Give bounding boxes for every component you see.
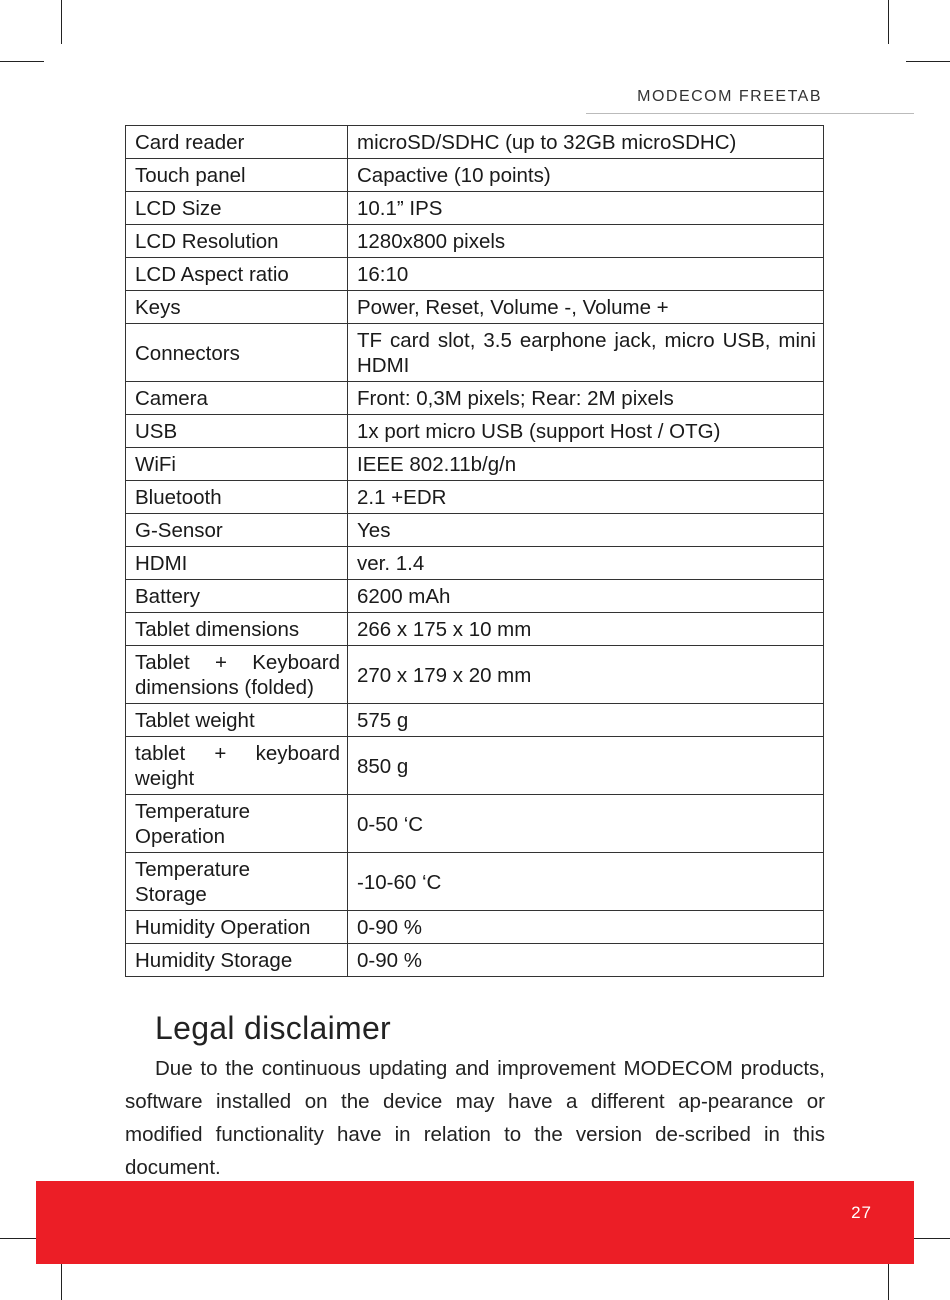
- table-row: [126, 192, 824, 225]
- crop-mark: [906, 61, 950, 62]
- crop-mark: [888, 0, 889, 44]
- table-row: [126, 547, 824, 580]
- legal-disclaimer-text: [125, 1052, 825, 1184]
- table-row: [126, 944, 824, 977]
- table-row: [126, 613, 824, 646]
- table-row: [126, 580, 824, 613]
- spec-label: HDMI: [126, 547, 348, 580]
- table-row: [126, 481, 824, 514]
- spec-value: 850 g: [348, 737, 824, 795]
- table-row: [126, 258, 824, 291]
- spec-value: Capactive (10 points): [348, 159, 824, 192]
- spec-value: 2.1 +EDR: [348, 481, 824, 514]
- header-divider: [586, 113, 914, 114]
- spec-value: 16:10: [348, 258, 824, 291]
- spec-value: microSD/SDHC (up to 32GB microSDHC): [348, 126, 824, 159]
- table-row: [126, 382, 824, 415]
- specifications-table: [125, 125, 824, 977]
- spec-value: 10.1” IPS: [348, 192, 824, 225]
- table-row: [126, 448, 824, 481]
- table-row: [126, 646, 824, 704]
- spec-label: USB: [126, 415, 348, 448]
- spec-value: -10-60 ‘C: [348, 853, 824, 911]
- spec-label: LCD Size: [126, 192, 348, 225]
- footer-bar: [36, 1181, 914, 1264]
- table-row: [126, 415, 824, 448]
- table-row: [126, 853, 824, 911]
- spec-value: 6200 mAh: [348, 580, 824, 613]
- spec-value: 0-90 %: [348, 944, 824, 977]
- spec-label: Temperature Operation: [126, 795, 348, 853]
- spec-value: 0-50 ‘C: [348, 795, 824, 853]
- spec-label: Keys: [126, 291, 348, 324]
- crop-mark: [0, 61, 44, 62]
- spec-value: Front: 0,3M pixels; Rear: 2M pixels: [348, 382, 824, 415]
- spec-label: Tablet + Keyboard dimensions (folded): [126, 646, 348, 704]
- spec-value: Yes: [348, 514, 824, 547]
- spec-value: 1280x800 pixels: [348, 225, 824, 258]
- spec-label: Temperature Storage: [126, 853, 348, 911]
- spec-label: Camera: [126, 382, 348, 415]
- spec-value: 0-90 %: [348, 911, 824, 944]
- spec-value: Power, Reset, Volume -, Volume +: [348, 291, 824, 324]
- spec-label: LCD Resolution: [126, 225, 348, 258]
- spec-label: Humidity Storage: [126, 944, 348, 977]
- spec-value: ver. 1.4: [348, 547, 824, 580]
- spec-label: G-Sensor: [126, 514, 348, 547]
- table-row: [126, 514, 824, 547]
- table-row: [126, 291, 824, 324]
- table-row: [126, 911, 824, 944]
- spec-value: 270 x 179 x 20 mm: [348, 646, 824, 704]
- table-row: [126, 324, 824, 382]
- spec-label: Card reader: [126, 126, 348, 159]
- spec-label: Connectors: [126, 324, 348, 382]
- spec-value: 575 g: [348, 704, 824, 737]
- spec-label: LCD Aspect ratio: [126, 258, 348, 291]
- spec-label: Tablet weight: [126, 704, 348, 737]
- spec-value: TF card slot, 3.5 earphone jack, micro USB, mini HDMI: [348, 324, 824, 382]
- table-row: [126, 795, 824, 853]
- table-row: [126, 126, 824, 159]
- legal-disclaimer-body: Due to the continuous updating and improvement MODECOM products, software installed on the device may have a different ap-pearance or modified functionality have in relation to the version de-scribed in this document.: [125, 1057, 825, 1179]
- spec-label: Touch panel: [126, 159, 348, 192]
- table-row: [126, 704, 824, 737]
- spec-value: 1x port micro USB (support Host / OTG): [348, 415, 824, 448]
- legal-disclaimer-heading: Legal disclaimer: [155, 1010, 392, 1046]
- spec-label: tablet + keyboard weight: [126, 737, 348, 795]
- table-row: [126, 737, 824, 795]
- spec-value: 266 x 175 x 10 mm: [348, 613, 824, 646]
- page-number: 27: [851, 1203, 872, 1222]
- table-row: [126, 159, 824, 192]
- page-header-title: MODECOM FREETAB: [637, 88, 822, 105]
- spec-label: Bluetooth: [126, 481, 348, 514]
- spec-label: Humidity Operation: [126, 911, 348, 944]
- spec-value: IEEE 802.11b/g/n: [348, 448, 824, 481]
- spec-label: Battery: [126, 580, 348, 613]
- spec-label: Tablet dimensions: [126, 613, 348, 646]
- crop-mark: [61, 0, 62, 44]
- spec-label: WiFi: [126, 448, 348, 481]
- table-row: [126, 225, 824, 258]
